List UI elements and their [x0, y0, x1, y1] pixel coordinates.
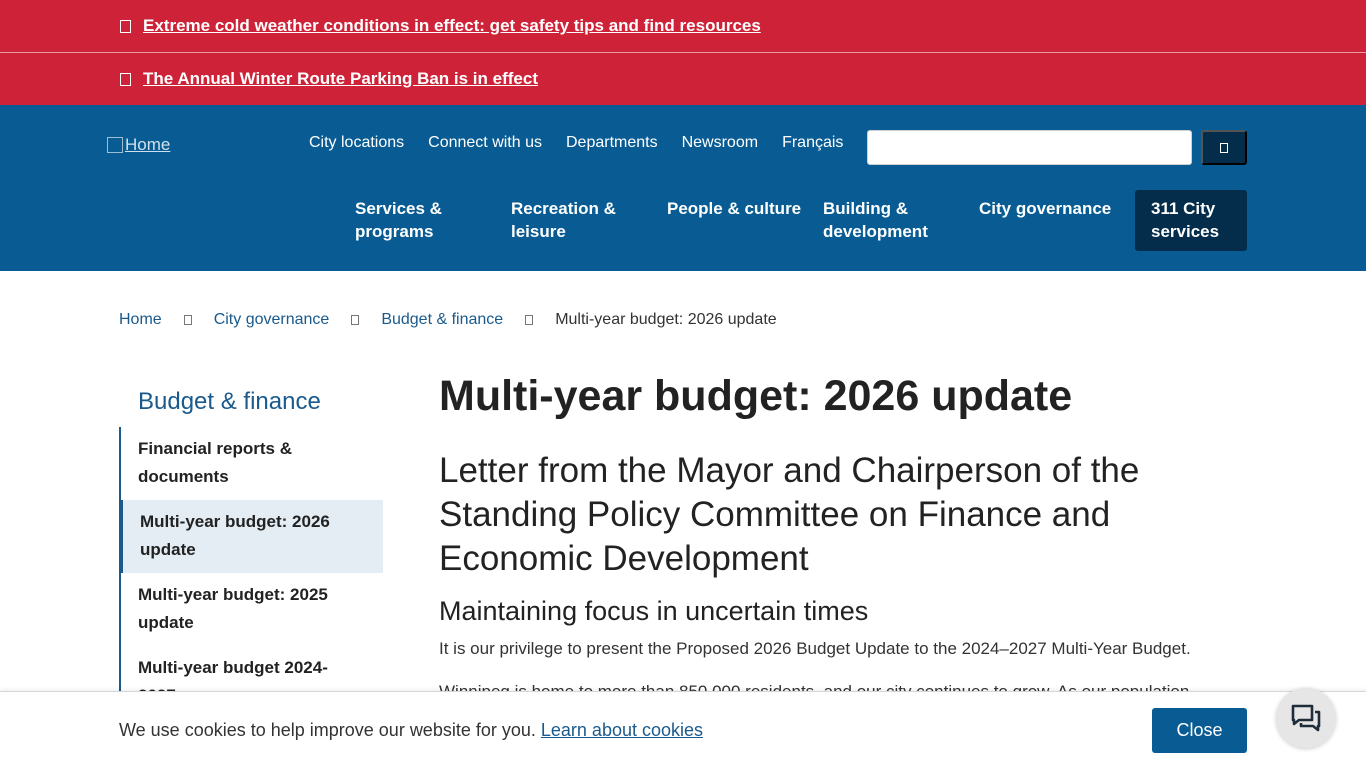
search-input[interactable] — [867, 130, 1192, 165]
sidebar-item-2025-update[interactable]: Multi-year budget: 2025 update — [138, 585, 328, 632]
page-title: Multi-year budget: 2026 update — [439, 372, 1073, 420]
logo-alt-text: Home — [125, 135, 171, 154]
paragraph: It is our privilege to present the Proposed 2026 Budget Update to the 2024–2027 Multi-Year Budget. — [439, 639, 1191, 658]
broken-image-icon — [107, 137, 123, 153]
letter-heading: Letter from the Mayor and Chairperson of the Standing Policy Committee on Finance and Economic Development — [439, 451, 1140, 578]
search-button[interactable] — [1201, 130, 1247, 165]
chevron-right-icon — [351, 315, 359, 325]
nav-services-programs[interactable]: Services & programs — [355, 199, 442, 241]
nav-city-governance[interactable]: City governance — [979, 199, 1112, 218]
sidebar-title[interactable]: Budget & finance — [138, 388, 321, 415]
site-header — [0, 105, 1366, 271]
cookie-text: We use cookies to help improve our website for you. — [119, 720, 536, 740]
breadcrumb-budget-finance[interactable]: Budget & finance — [381, 311, 504, 328]
alert-link-cold-weather[interactable]: Extreme cold weather conditions in effect: get safety tips and find resources — [143, 16, 761, 35]
search-icon — [1220, 143, 1228, 153]
util-link-francais[interactable]: Français — [782, 134, 844, 151]
main-nav — [355, 197, 1135, 243]
sidebar-item — [121, 573, 383, 646]
util-link-departments[interactable]: Departments — [566, 134, 658, 151]
warning-icon — [120, 20, 131, 33]
section-subheading: Maintaining focus in uncertain times — [439, 596, 869, 626]
cookie-close-button[interactable]: Close — [1152, 708, 1247, 753]
cookie-banner — [0, 691, 1366, 768]
alert-banner-parking-ban — [0, 52, 1366, 105]
home-logo-link[interactable] — [107, 135, 170, 155]
sidebar-list — [119, 427, 383, 719]
sidebar-item — [121, 427, 383, 500]
alert-banner-cold-weather — [0, 0, 1366, 52]
breadcrumb-current: Multi-year budget: 2026 update — [555, 311, 777, 328]
main-content — [439, 370, 1259, 723]
chevron-right-icon — [184, 315, 192, 325]
breadcrumb — [119, 311, 777, 329]
chevron-right-icon — [525, 315, 533, 325]
utility-nav — [309, 134, 843, 152]
nav-recreation-leisure[interactable]: Recreation & leisure — [511, 199, 616, 241]
util-link-city-locations[interactable]: City locations — [309, 134, 405, 151]
sidebar-item-financial-reports[interactable]: Financial reports & documents — [138, 439, 292, 486]
sidebar-item — [121, 500, 383, 573]
sidebar-item-2026-update[interactable]: Multi-year budget: 2026 update — [119, 500, 383, 573]
nav-building-development[interactable]: Building & development — [823, 199, 928, 241]
section-sidebar — [119, 388, 383, 719]
learn-about-cookies-link[interactable]: Learn about cookies — [540, 720, 704, 740]
breadcrumb-home[interactable]: Home — [119, 311, 162, 328]
sidebar-item-2024-2027[interactable]: Multi-year budget 2024- — [138, 658, 328, 677]
alert-link-parking-ban[interactable]: The Annual Winter Route Parking Ban is in effect — [143, 69, 538, 88]
util-link-connect[interactable]: Connect with us — [428, 134, 542, 151]
nav-people-culture[interactable]: People & culture — [667, 199, 802, 218]
util-link-newsroom[interactable]: Newsroom — [681, 134, 759, 151]
breadcrumb-city-governance[interactable]: City governance — [213, 311, 330, 328]
chat-icon — [1290, 703, 1322, 733]
cookie-message — [119, 720, 703, 741]
warning-icon — [120, 73, 131, 86]
311-city-services-button[interactable]: 311 City services — [1135, 190, 1247, 251]
chat-button[interactable] — [1276, 688, 1336, 748]
